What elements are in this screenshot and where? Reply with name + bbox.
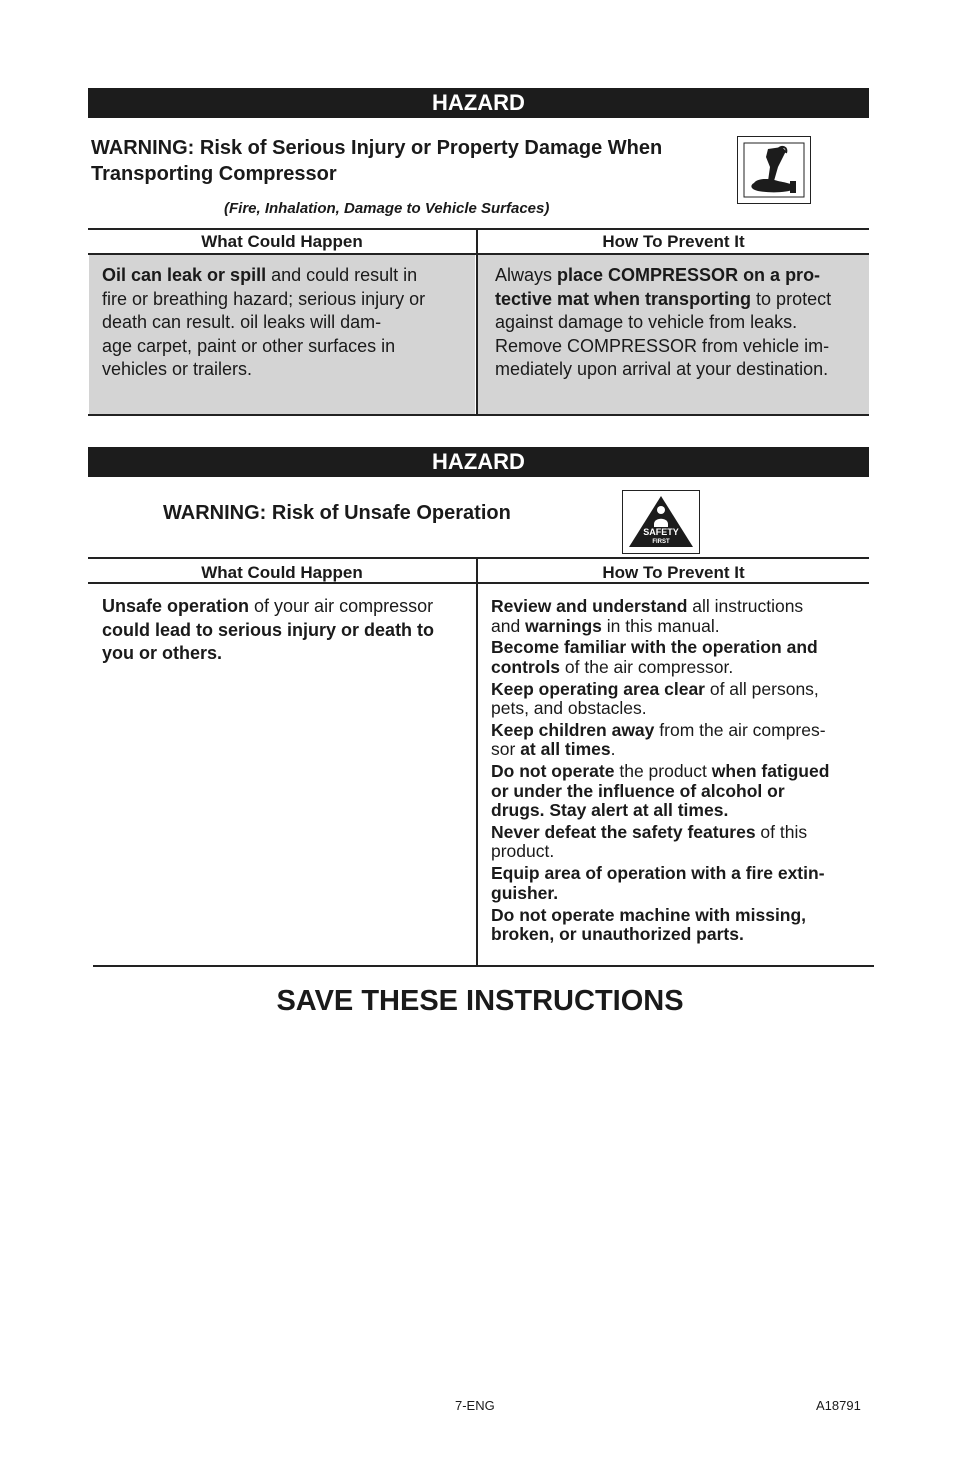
table1-right-text: Always place COMPRESSOR on a pro- tective mat when transporting to protect against damage to vehicle from leaks. Remove COMPRESSOR from vehicle im- mediately upon arrival at your destination. [495,265,832,379]
table2-column-divider [476,558,478,966]
warning-title-2: WARNING: Risk of Unsafe Operation [163,502,511,524]
warning-title-1 [91,135,731,187]
table1-col-what-could-happen: What Could Happen [201,232,363,251]
table2-bottom-rule [93,965,874,967]
table2-col-what-could-happen: What Could Happen [201,563,363,582]
first-icon-label: FIRST [652,539,670,545]
table2-left-text: Unsafe operation of your air compressor could lead to serious injury or death to you or others. [102,596,435,663]
table2-header-rule [88,582,869,584]
warning-line-2: Transporting Compressor [91,163,337,185]
table2-right-list [491,597,869,947]
list-item: Never defeat the safety features of this product. [491,821,808,862]
table1-top-rule [88,228,869,230]
table1-bottom-rule [88,414,869,416]
list-item: Keep operating area clear of all persons, pets, and obstacles. [491,678,819,719]
table2-col-how-to-prevent: How To Prevent It [602,563,745,582]
oil-spill-icon [737,136,811,204]
list-item: Review and understand all instructions and warnings in this manual. [491,596,804,636]
list-item: Become familiar with the operation and controls of the air compressor. [491,637,818,677]
table1-left-text: Oil can leak or spill and could result in fire or breathing hazard; serious injury or death can result. oil leaks will dam- age carpet, paint or other surfaces in vehicles or trailers. [102,265,426,379]
list-item: Do not operate the product when fatigued or under the influence of alcohol or drugs. Stay alert at all times. [491,761,830,821]
hazard-heading-2: HAZARD [88,447,869,477]
list-item: Do not operate machine with missing, broken, or unauthorized parts. [491,904,807,945]
save-instructions-heading: SAVE THESE INSTRUCTIONS [276,985,684,1017]
table2-top-rule [88,557,869,559]
table1-col-how-to-prevent: How To Prevent It [602,232,745,251]
hazard-heading-1: HAZARD [88,88,869,118]
table1-column-divider [476,229,478,415]
list-item: Keep children away from the air compres- sor at all times. [491,719,826,760]
document-code: A18791 [816,1398,861,1413]
warning-line-1: WARNING: Risk of Serious Injury or Property Damage When [91,137,663,159]
hazard-subtitle-1: (Fire, Inhalation, Damage to Vehicle Surfaces) [224,200,550,217]
list-item: Equip area of operation with a fire extin- guisher. [491,863,825,903]
safety-first-icon [622,490,700,554]
page-number: 7-ENG [455,1398,495,1413]
safety-icon-label: SAFETY [643,527,679,537]
